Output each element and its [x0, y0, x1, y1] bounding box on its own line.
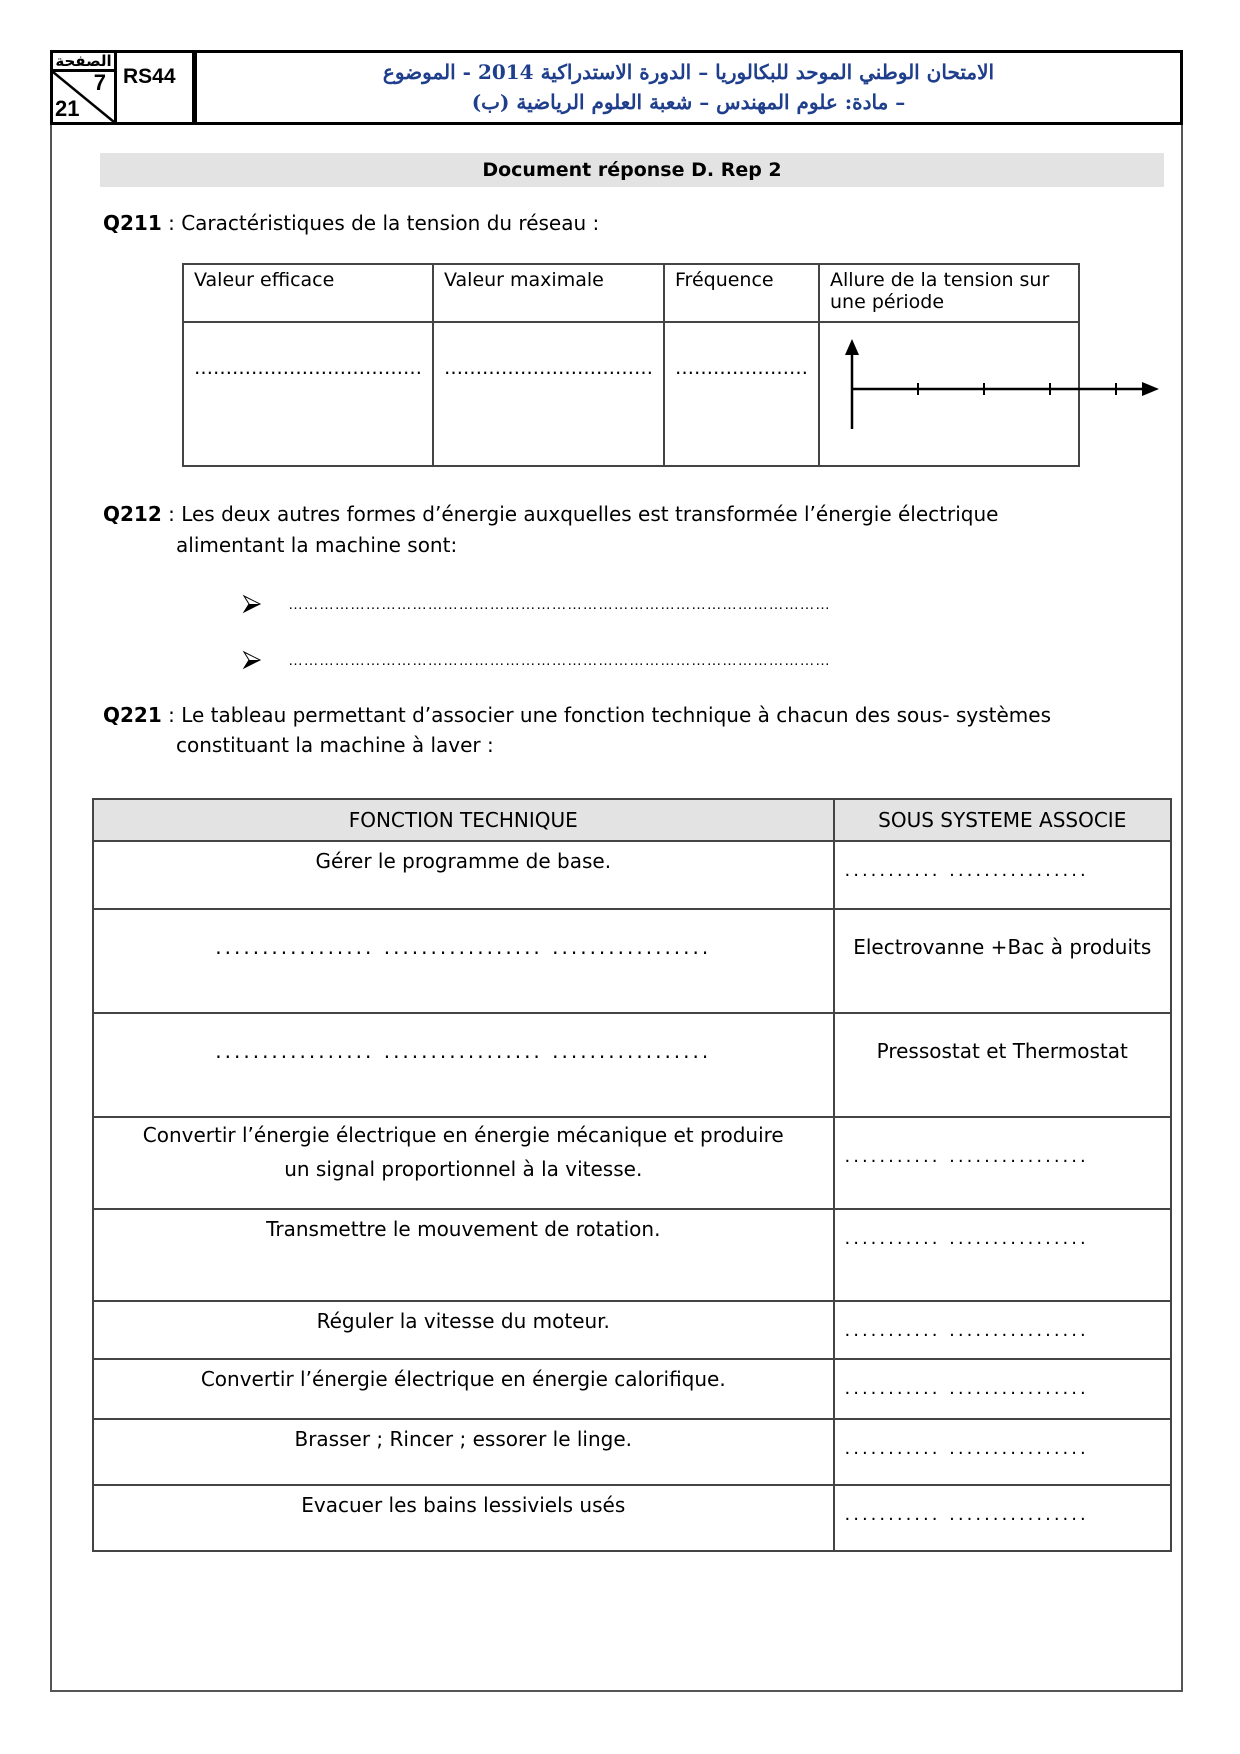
sous-systeme-answer-field[interactable]: ........... ................: [834, 1419, 1171, 1485]
y-axis-arrow-icon: [845, 339, 859, 355]
fonction-cell: Evacuer les bains lessiviels usés: [93, 1485, 834, 1551]
fonction-answer-field[interactable]: ................. ................. .................: [93, 909, 834, 1013]
answer-line: ……………………………………………………………………………………………: [288, 651, 831, 669]
table-row: [93, 1117, 1171, 1209]
page-total: 21: [55, 96, 80, 121]
q211-text: : Caractéristiques de la tension du réseau :: [161, 211, 600, 235]
sous-systeme-cell: Pressostat et Thermostat: [834, 1013, 1171, 1117]
sous-systeme-answer-field[interactable]: ........... ................: [834, 841, 1171, 909]
voltage-axes-graph: [820, 323, 1200, 463]
fonction-cell: Convertir l’énergie électrique en énergie calorifique.: [93, 1359, 834, 1419]
sous-systeme-answer-field[interactable]: ........... ................: [834, 1359, 1171, 1419]
fonction-cell: Gérer le programme de base.: [93, 841, 834, 909]
q211-header-row: [183, 264, 1079, 322]
table-row: [93, 1485, 1171, 1551]
x-axis: [852, 382, 1159, 396]
q211-col-max: Valeur maximale: [433, 264, 664, 322]
q211-answer-waveform[interactable]: [819, 322, 1079, 466]
q221-function-table: [92, 798, 1172, 1552]
table-row: [93, 841, 1171, 909]
q211-label: Q211: [103, 211, 162, 235]
q211-table: [182, 263, 1080, 467]
q212-text-line2: alimentant la machine sont:: [176, 533, 458, 557]
table-row: [93, 1301, 1171, 1359]
q211-col-rms: Valeur efficace: [183, 264, 433, 322]
sous-systeme-answer-field[interactable]: ........... ................: [834, 1117, 1171, 1209]
fonction-cell: Réguler la vitesse du moteur.: [93, 1301, 834, 1359]
q211-answer-rms[interactable]: ………………………………: [183, 322, 433, 466]
arrow-bullet-icon: [242, 650, 262, 670]
fonction-cell: Brasser ; Rincer ; essorer le linge.: [93, 1419, 834, 1485]
exam-title: [197, 53, 1180, 122]
q211-col-waveform: Allure de la tension sur une période: [819, 264, 1079, 322]
answer-line: ……………………………………………………………………………………………: [288, 595, 831, 613]
q221-question: [103, 700, 1051, 730]
exam-header: [50, 50, 1183, 125]
fonction-cell: Convertir l’énergie électrique en énergie mécanique et produire un signal proportionnel à la vitesse.: [93, 1117, 834, 1209]
y-axis: [845, 339, 859, 429]
q221-label: Q221: [103, 703, 162, 727]
col-header-sous-systeme: SOUS SYSTEME ASSOCIE: [834, 799, 1171, 841]
table-row: [93, 909, 1171, 1013]
q221-table-body: [93, 841, 1171, 1551]
fonction-answer-field[interactable]: ................. ................. .................: [93, 1013, 834, 1117]
sous-systeme-answer-field[interactable]: ........... ................: [834, 1301, 1171, 1359]
table-row: [93, 1013, 1171, 1117]
q211-answer-max[interactable]: ……………………………: [433, 322, 664, 466]
q212-answer-1[interactable]: [242, 594, 831, 614]
q221-header-row: [93, 799, 1171, 841]
q211-answer-freq[interactable]: …………………: [664, 322, 819, 466]
table-row: [93, 1209, 1171, 1301]
fonction-cell: Transmettre le mouvement de rotation.: [93, 1209, 834, 1301]
sous-systeme-answer-field[interactable]: ........... ................: [834, 1485, 1171, 1551]
col-header-fonction: FONCTION TECHNIQUE: [93, 799, 834, 841]
q211-answer-row: [183, 322, 1079, 466]
page-label: الصفحة: [53, 53, 114, 72]
q221-text-line2: constituant la machine à laver :: [176, 733, 494, 757]
sous-systeme-cell: Electrovanne +Bac à produits: [834, 909, 1171, 1013]
sous-systeme-answer-field[interactable]: ........... ................: [834, 1209, 1171, 1301]
x-axis-arrow-icon: [1142, 382, 1159, 396]
document-banner: Document réponse D. Rep 2: [100, 153, 1164, 187]
q221-text-line1: : Le tableau permettant d’associer une fonction technique à chacun des sous- systèmes: [161, 703, 1051, 727]
exam-title-line1: الامتحان الوطني الموحد للبكالوريا – الدورة الاستدراكية 2014 - الموضوع: [382, 60, 995, 84]
subject-code: RS44: [117, 53, 197, 122]
q211-question: [103, 208, 599, 238]
page-number: 7: [93, 70, 106, 95]
q212-text-line1: : Les deux autres formes d’énergie auxquelles est transformée l’énergie électrique: [161, 502, 999, 526]
q211-col-freq: Fréquence: [664, 264, 819, 322]
exam-title-line2: – مادة: علوم المهندس – شعبة العلوم الرياضية (ب): [471, 90, 906, 114]
page-indicator: [53, 53, 117, 122]
table-row: [93, 1419, 1171, 1485]
table-row: [93, 1359, 1171, 1419]
arrow-bullet-icon: [242, 594, 262, 614]
q212-label: Q212: [103, 502, 162, 526]
q212-question: [103, 499, 998, 529]
q212-answer-2[interactable]: [242, 650, 831, 670]
